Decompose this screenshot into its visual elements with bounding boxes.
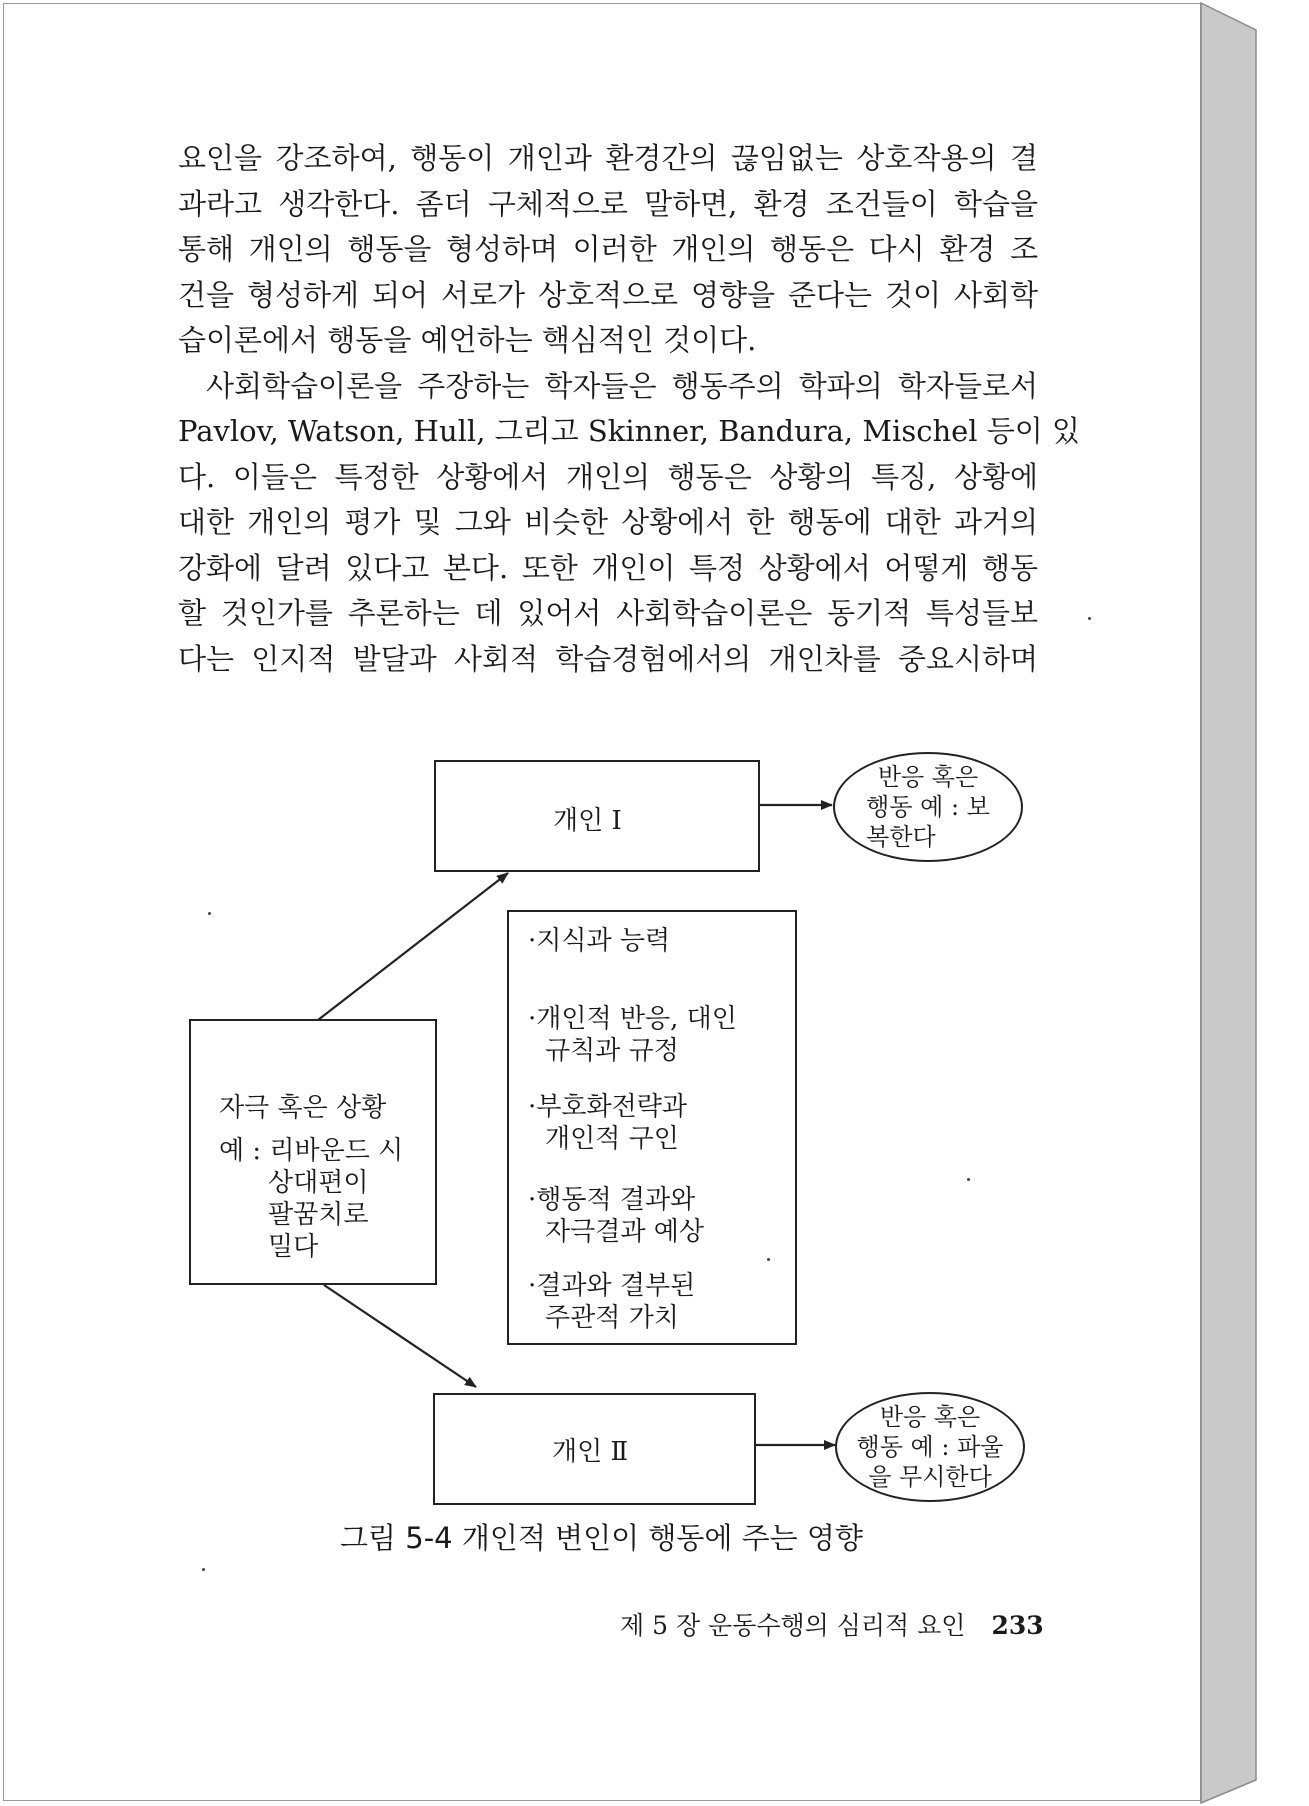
scan-speck [967,1178,970,1181]
stimulus-example: 팔꿈치로 [268,1200,369,1230]
response1-ellipse [833,752,1023,862]
factor-item: ·개인적 반응, 대인 [528,1004,737,1034]
scan-speck [208,912,211,915]
factor-item: 주관적 가치 [545,1303,679,1333]
factor-item: 규칙과 규정 [545,1036,679,1066]
body-line: 다. 이들은 특정한 상황에서 개인의 행동은 상황의 특징, 상황에 [178,459,1038,494]
chapter-title: 제 5 장 운동수행의 심리적 요인 [620,1611,966,1640]
response2-line: 을 무시한다 [868,1463,992,1491]
scan-speck [767,1258,770,1261]
scan-speck [1088,617,1091,620]
body-line: 건을 형성하게 되어 서로가 상호적으로 영향을 준다는 것이 사회학 [178,277,1038,312]
body-line: 다는 인지적 발달과 사회적 학습경험에서의 개인차를 중요시하며 [178,641,1038,676]
body-line: 강화에 달려 있다고 본다. 또한 개인이 특정 상황에서 어떻게 행동 [178,550,1038,585]
response2-ellipse [835,1392,1025,1502]
response2-line: 행동 예 : 파울 [856,1433,1004,1461]
person2-label: 개인 Ⅱ [552,1437,629,1467]
factor-item: ·행동적 결과와 [528,1185,696,1215]
body-line: 사회학습이론을 주장하는 학자들은 행동주의 학파의 학자들로서 [206,368,1038,403]
scan-speck [202,1568,205,1571]
arrow-stimulus-to-person2 [324,1285,476,1387]
factor-item: 자극결과 예상 [545,1217,704,1247]
stimulus-title: 자극 혹은 상황 [219,1093,387,1123]
response1-line: 복한다 [866,823,936,851]
response1-line: 행동 예 : 보 [866,793,990,821]
person1-label: 개인 I [553,806,622,836]
body-line: Pavlov, Watson, Hull, 그리고 Skinner, Bandura, Mischel 등이 있 [178,414,1081,448]
body-line: 통해 개인의 행동을 형성하며 이러한 개인의 행동은 다시 환경 조 [178,232,1038,266]
body-line: 과라고 생각한다. 좀더 구체적으로 말하면, 환경 조건들이 학습을 [178,186,1038,221]
body-line: 습이론에서 행동을 예언하는 핵심적인 것이다. [178,323,757,357]
stimulus-example: 상대편이 [268,1168,369,1198]
factor-item: ·부호화전략과 [528,1092,687,1122]
factor-item: 개인적 구인 [545,1124,679,1154]
factor-item: ·지식과 능력 [528,926,671,956]
arrow-stimulus-to-person1 [318,873,508,1020]
factor-item: ·결과와 결부된 [528,1271,696,1301]
response2-line: 반응 혹은 [879,1403,981,1431]
body-line: 대한 개인의 평가 및 그와 비슷한 상황에서 한 행동에 대한 과거의 [178,505,1038,539]
stimulus-example: 밀다 [268,1232,319,1262]
body-line: 할 것인가를 추론하는 데 있어서 사회학습이론은 동기적 특성들보 [178,596,1038,630]
page-footer [620,1606,1044,1642]
response1-line: 반응 혹은 [877,763,979,791]
body-line: 요인을 강조하여, 행동이 개인과 환경간의 끊임없는 상호작용의 결 [178,141,1038,175]
figure-caption: 그림 5-4 개인적 변인이 행동에 주는 영향 [340,1521,863,1555]
stimulus-example: 예 : 리바운드 시 [219,1136,404,1166]
page-number: 233 [991,1611,1044,1640]
